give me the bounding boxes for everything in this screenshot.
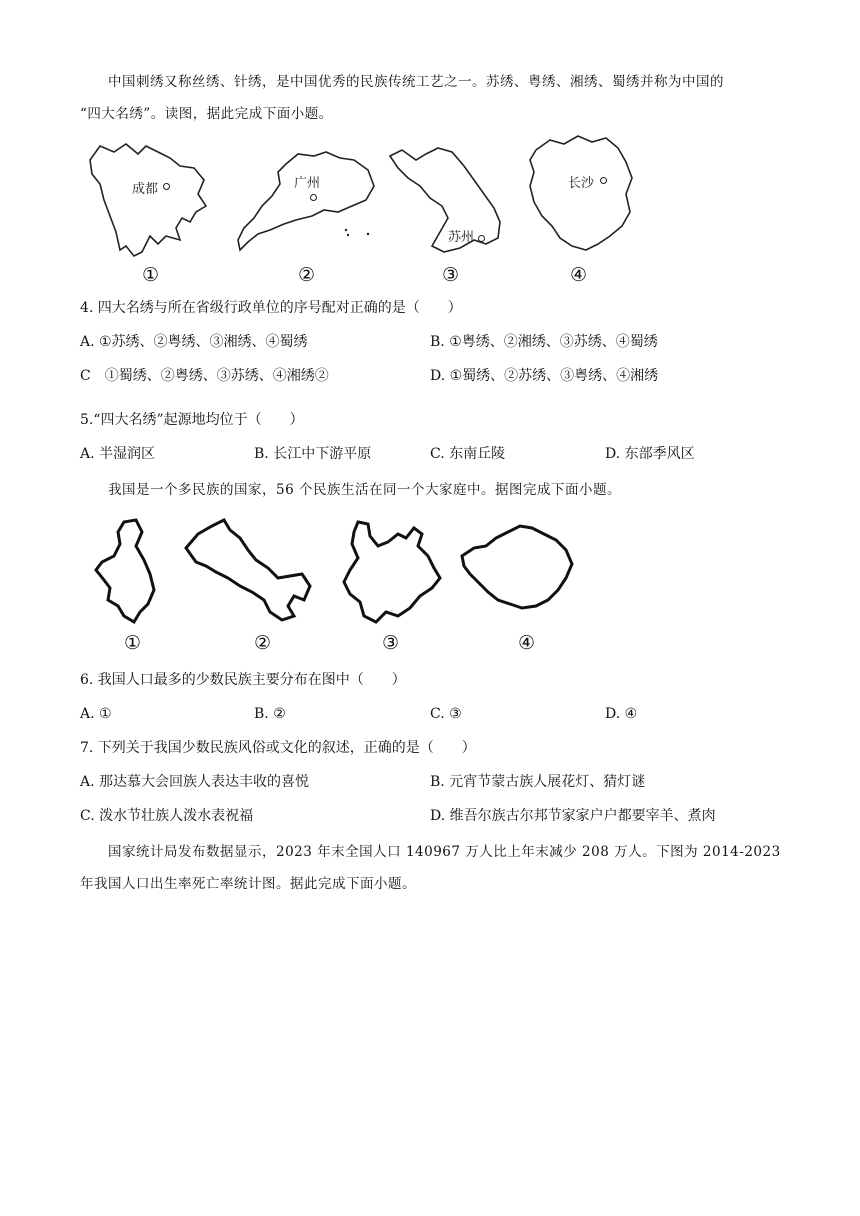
question-7-option-d[interactable]: D. 维吾尔族古尔邦节家家户户都要宰羊、煮肉 — [430, 808, 716, 824]
city-label-guangzhou: 广州 — [294, 176, 321, 191]
question-7-option-c[interactable]: C. 泼水节壮族人泼水表祝福 — [80, 808, 254, 824]
yunnan-map-shape — [340, 516, 444, 628]
intro-population-line2: 年我国人口出生率死亡率统计图。据此完成下面小题。 — [80, 876, 416, 892]
question-7-option-b[interactable]: B. 元宵节蒙古族人展花灯、猜灯谜 — [430, 774, 646, 790]
intro-embroidery-line1: 中国刺绣又称丝绣、针绣，是中国优秀的民族传统工艺之一。苏绣、粤绣、湘绣、蜀绣并称为中国的 — [108, 74, 724, 90]
sichuan-map-shape — [86, 140, 211, 260]
intro-ethnic-groups: 我国是一个多民族的国家，56 个民族生活在同一个大家庭中。据图完成下面小题。 — [108, 482, 621, 498]
question-4-option-c[interactable]: C ①蜀绣、②粤绣、③苏绣、④湘绣② — [80, 368, 329, 384]
region-number-2: ② — [254, 632, 272, 654]
map-number-1: ① — [142, 264, 160, 286]
city-marker-chengdu — [163, 183, 170, 190]
map-number-4: ④ — [570, 264, 588, 286]
question-5-option-a[interactable]: A. 半湿润区 — [80, 446, 156, 462]
question-5-option-d[interactable]: D. 东部季风区 — [605, 446, 695, 462]
region-number-3: ③ — [382, 632, 400, 654]
question-5-stem: 5.“四大名绣”起源地均位于（ ） — [80, 412, 304, 428]
question-6-option-a[interactable]: A. ① — [80, 706, 112, 722]
question-6-stem: 6. 我国人口最多的少数民族主要分布在图中（ ） — [80, 672, 406, 688]
hunan-map-shape — [526, 132, 638, 256]
question-4-option-a[interactable]: A. ①苏绣、②粤绣、③湘绣、④蜀绣 — [80, 334, 308, 350]
intro-population-line1: 国家统计局发布数据显示，2023 年末全国人口 140967 万人比上年末减少 208 万人。下图为 2014-2023 — [108, 844, 781, 860]
question-4-stem: 4. 四大名绣与所在省级行政单位的序号配对正确的是（ ） — [80, 300, 462, 316]
city-label-suzhou: 苏州 — [448, 230, 475, 245]
guangdong-map-shape — [234, 150, 379, 255]
city-label-changsha: 长沙 — [568, 176, 595, 191]
ningxia-map-shape — [90, 516, 160, 626]
question-7-option-a[interactable]: A. 那达慕大会回族人表达丰收的喜悦 — [80, 774, 310, 790]
map-number-3: ③ — [442, 264, 460, 286]
question-6-option-b[interactable]: B. ② — [254, 706, 286, 722]
question-4-option-b[interactable]: B. ①粤绣、②湘绣、③苏绣、④蜀绣 — [430, 334, 658, 350]
jiangsu-map-shape — [386, 142, 506, 260]
city-marker-changsha — [600, 177, 607, 184]
question-6-option-d[interactable]: D. ④ — [605, 706, 638, 722]
question-5-option-b[interactable]: B. 长江中下游平原 — [254, 446, 372, 462]
region-number-4: ④ — [518, 632, 536, 654]
question-4-option-d[interactable]: D. ①蜀绣、②苏绣、③粤绣、④湘绣 — [430, 368, 659, 384]
question-5-option-c[interactable]: C. 东南丘陵 — [430, 446, 506, 462]
city-marker-suzhou — [478, 235, 485, 242]
map-number-2: ② — [298, 264, 316, 286]
question-7-stem: 7. 下列关于我国少数民族风俗或文化的叙述，正确的是（ ） — [80, 740, 476, 756]
region-number-1: ① — [124, 632, 142, 654]
city-label-chengdu: 成都 — [132, 182, 159, 197]
intro-embroidery-line2: “四大名绣”。读图，据此完成下面小题。 — [80, 106, 333, 122]
tibet-xinjiang-map-shape — [182, 516, 314, 622]
question-6-option-c[interactable]: C. ③ — [430, 706, 462, 722]
guangxi-map-shape — [456, 520, 576, 616]
city-marker-guangzhou — [310, 194, 317, 201]
